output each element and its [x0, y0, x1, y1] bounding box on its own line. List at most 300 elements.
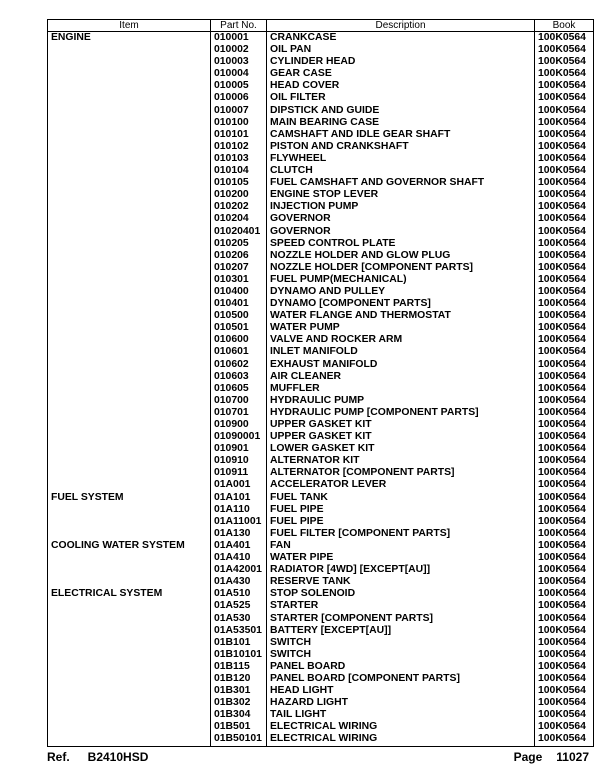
cell-item: ENGINE	[48, 32, 211, 45]
page-footer	[47, 750, 593, 766]
table-row	[48, 359, 594, 371]
cell-description: SWITCH	[267, 637, 535, 649]
cell-part-no: 01A001	[211, 479, 267, 491]
cell-book: 100K0564	[535, 359, 594, 371]
cell-item	[48, 286, 211, 298]
cell-book: 100K0564	[535, 201, 594, 213]
cell-item	[48, 504, 211, 516]
cell-part-no: 01B301	[211, 685, 267, 697]
cell-part-no: 01A11001	[211, 516, 267, 528]
table-row	[48, 383, 594, 395]
cell-part-no: 010001	[211, 32, 267, 45]
cell-description: CAMSHAFT AND IDLE GEAR SHAFT	[267, 129, 535, 141]
cell-item	[48, 80, 211, 92]
cell-item	[48, 322, 211, 334]
cell-item	[48, 395, 211, 407]
cell-description: WATER FLANGE AND THERMOSTAT	[267, 310, 535, 322]
cell-description: FAN	[267, 540, 535, 552]
cell-item	[48, 201, 211, 213]
table-row	[48, 322, 594, 334]
cell-description: FUEL FILTER [COMPONENT PARTS]	[267, 528, 535, 540]
cell-part-no: 01B101	[211, 637, 267, 649]
header-part-no: Part No.	[211, 20, 267, 32]
page-label: Page	[513, 750, 543, 764]
table-row	[48, 649, 594, 661]
table-row	[48, 310, 594, 322]
cell-book: 100K0564	[535, 226, 594, 238]
cell-description: VALVE AND ROCKER ARM	[267, 334, 535, 346]
table-row	[48, 479, 594, 491]
cell-description: RADIATOR [4WD] [EXCEPT[AU]]	[267, 564, 535, 576]
cell-book: 100K0564	[535, 213, 594, 225]
cell-description: GEAR CASE	[267, 68, 535, 80]
table-row	[48, 661, 594, 673]
cell-description: MAIN BEARING CASE	[267, 117, 535, 129]
cell-description: FUEL TANK	[267, 492, 535, 504]
cell-item	[48, 68, 211, 80]
cell-book: 100K0564	[535, 32, 594, 45]
cell-book: 100K0564	[535, 625, 594, 637]
cell-item	[48, 274, 211, 286]
table-row	[48, 600, 594, 612]
cell-part-no: 010006	[211, 92, 267, 104]
table-row	[48, 625, 594, 637]
cell-description: INJECTION PUMP	[267, 201, 535, 213]
cell-description: FUEL PIPE	[267, 516, 535, 528]
cell-book: 100K0564	[535, 274, 594, 286]
cell-item	[48, 419, 211, 431]
cell-description: HAZARD LIGHT	[267, 697, 535, 709]
table-row	[48, 613, 594, 625]
cell-part-no: 010500	[211, 310, 267, 322]
cell-book: 100K0564	[535, 383, 594, 395]
cell-book: 100K0564	[535, 371, 594, 383]
table-row	[48, 92, 594, 104]
cell-description: BATTERY [EXCEPT[AU]]	[267, 625, 535, 637]
cell-book: 100K0564	[535, 685, 594, 697]
table-row	[48, 685, 594, 697]
table-row	[48, 298, 594, 310]
cell-description: ELECTRICAL WIRING	[267, 733, 535, 746]
cell-part-no: 010501	[211, 322, 267, 334]
cell-part-no: 01A410	[211, 552, 267, 564]
cell-description: NOZZLE HOLDER AND GLOW PLUG	[267, 250, 535, 262]
cell-description: ALTERNATOR [COMPONENT PARTS]	[267, 467, 535, 479]
cell-item	[48, 310, 211, 322]
table-row	[48, 673, 594, 685]
cell-description: ENGINE STOP LEVER	[267, 189, 535, 201]
cell-description: HEAD LIGHT	[267, 685, 535, 697]
cell-part-no: 010102	[211, 141, 267, 153]
cell-part-no: 01B115	[211, 661, 267, 673]
cell-part-no: 010204	[211, 213, 267, 225]
table-row	[48, 395, 594, 407]
cell-book: 100K0564	[535, 189, 594, 201]
table-row	[48, 431, 594, 443]
cell-item	[48, 649, 211, 661]
cell-part-no: 010301	[211, 274, 267, 286]
cell-item	[48, 733, 211, 746]
cell-book: 100K0564	[535, 600, 594, 612]
cell-item	[48, 56, 211, 68]
cell-book: 100K0564	[535, 479, 594, 491]
cell-book: 100K0564	[535, 346, 594, 358]
cell-description: STARTER [COMPONENT PARTS]	[267, 613, 535, 625]
cell-book: 100K0564	[535, 262, 594, 274]
cell-book: 100K0564	[535, 697, 594, 709]
cell-item	[48, 443, 211, 455]
cell-item	[48, 298, 211, 310]
cell-item	[48, 262, 211, 274]
cell-book: 100K0564	[535, 165, 594, 177]
cell-book: 100K0564	[535, 129, 594, 141]
cell-part-no: 010200	[211, 189, 267, 201]
table-row	[48, 334, 594, 346]
table-row	[48, 516, 594, 528]
table-row	[48, 80, 594, 92]
table-row	[48, 105, 594, 117]
cell-item	[48, 625, 211, 637]
cell-description: ELECTRICAL WIRING	[267, 721, 535, 733]
page-indicator	[514, 750, 589, 764]
cell-description: CYLINDER HEAD	[267, 56, 535, 68]
cell-description: STOP SOLENOID	[267, 588, 535, 600]
cell-part-no: 01B10101	[211, 649, 267, 661]
table-row	[48, 709, 594, 721]
cell-item	[48, 177, 211, 189]
cell-description: ACCELERATOR LEVER	[267, 479, 535, 491]
cell-item	[48, 600, 211, 612]
cell-part-no: 01A530	[211, 613, 267, 625]
table-row	[48, 443, 594, 455]
table-row	[48, 226, 594, 238]
table-row	[48, 250, 594, 262]
table-row	[48, 637, 594, 649]
cell-book: 100K0564	[535, 455, 594, 467]
cell-item	[48, 226, 211, 238]
cell-item: COOLING WATER SYSTEM	[48, 540, 211, 552]
cell-book: 100K0564	[535, 467, 594, 479]
cell-part-no: 01B302	[211, 697, 267, 709]
table-row	[48, 189, 594, 201]
cell-item	[48, 673, 211, 685]
cell-description: EXHAUST MANIFOLD	[267, 359, 535, 371]
cell-part-no: 01A430	[211, 576, 267, 588]
cell-book: 100K0564	[535, 250, 594, 262]
cell-description: ALTERNATOR KIT	[267, 455, 535, 467]
cell-item	[48, 250, 211, 262]
cell-item	[48, 383, 211, 395]
cell-part-no: 01020401	[211, 226, 267, 238]
table-row	[48, 492, 594, 504]
table-row	[48, 141, 594, 153]
table-row	[48, 68, 594, 80]
cell-description: HYDRAULIC PUMP [COMPONENT PARTS]	[267, 407, 535, 419]
cell-description: UPPER GASKET KIT	[267, 419, 535, 431]
cell-item	[48, 407, 211, 419]
cell-book: 100K0564	[535, 504, 594, 516]
cell-item	[48, 613, 211, 625]
table-row	[48, 238, 594, 250]
table-row	[48, 721, 594, 733]
cell-part-no: 010205	[211, 238, 267, 250]
table-row	[48, 153, 594, 165]
cell-item	[48, 528, 211, 540]
cell-description: NOZZLE HOLDER [COMPONENT PARTS]	[267, 262, 535, 274]
cell-part-no: 010103	[211, 153, 267, 165]
cell-description: TAIL LIGHT	[267, 709, 535, 721]
ref-label: Ref.	[47, 750, 70, 764]
cell-item	[48, 467, 211, 479]
table-row	[48, 177, 594, 189]
cell-book: 100K0564	[535, 298, 594, 310]
cell-part-no: 010605	[211, 383, 267, 395]
cell-book: 100K0564	[535, 310, 594, 322]
cell-item	[48, 637, 211, 649]
cell-description: AIR CLEANER	[267, 371, 535, 383]
cell-book: 100K0564	[535, 56, 594, 68]
cell-item: FUEL SYSTEM	[48, 492, 211, 504]
cell-item	[48, 129, 211, 141]
cell-part-no: 010602	[211, 359, 267, 371]
cell-item	[48, 697, 211, 709]
cell-book: 100K0564	[535, 721, 594, 733]
cell-book: 100K0564	[535, 613, 594, 625]
cell-description: FUEL PIPE	[267, 504, 535, 516]
table-row	[48, 576, 594, 588]
table-row	[48, 201, 594, 213]
cell-description: UPPER GASKET KIT	[267, 431, 535, 443]
cell-description: GOVERNOR	[267, 213, 535, 225]
cell-description: WATER PIPE	[267, 552, 535, 564]
model-number: B2410HSD	[87, 750, 149, 764]
table-row	[48, 733, 594, 746]
cell-description: HEAD COVER	[267, 80, 535, 92]
cell-book: 100K0564	[535, 105, 594, 117]
cell-part-no: 010105	[211, 177, 267, 189]
cell-part-no: 010202	[211, 201, 267, 213]
cell-book: 100K0564	[535, 443, 594, 455]
cell-description: PANEL BOARD [COMPONENT PARTS]	[267, 673, 535, 685]
table-row	[48, 552, 594, 564]
cell-part-no: 010601	[211, 346, 267, 358]
cell-book: 100K0564	[535, 540, 594, 552]
cell-description: INLET MANIFOLD	[267, 346, 535, 358]
cell-description: MUFFLER	[267, 383, 535, 395]
cell-item	[48, 661, 211, 673]
cell-book: 100K0564	[535, 576, 594, 588]
cell-item	[48, 721, 211, 733]
cell-description: DYNAMO AND PULLEY	[267, 286, 535, 298]
cell-book: 100K0564	[535, 709, 594, 721]
cell-book: 100K0564	[535, 649, 594, 661]
cell-description: RESERVE TANK	[267, 576, 535, 588]
cell-book: 100K0564	[535, 552, 594, 564]
table-row	[48, 528, 594, 540]
cell-description: CLUTCH	[267, 165, 535, 177]
header-item: Item	[48, 20, 211, 32]
cell-item	[48, 346, 211, 358]
cell-item	[48, 564, 211, 576]
cell-item	[48, 105, 211, 117]
cell-part-no: 010911	[211, 467, 267, 479]
table-row	[48, 467, 594, 479]
cell-part-no: 010603	[211, 371, 267, 383]
cell-part-no: 01B501	[211, 721, 267, 733]
cell-item	[48, 359, 211, 371]
cell-part-no: 010101	[211, 129, 267, 141]
cell-part-no: 01B50101	[211, 733, 267, 746]
cell-description: PANEL BOARD	[267, 661, 535, 673]
cell-book: 100K0564	[535, 661, 594, 673]
cell-book: 100K0564	[535, 516, 594, 528]
cell-book: 100K0564	[535, 44, 594, 56]
cell-item: ELECTRICAL SYSTEM	[48, 588, 211, 600]
cell-part-no: 010207	[211, 262, 267, 274]
cell-item	[48, 153, 211, 165]
cell-book: 100K0564	[535, 177, 594, 189]
cell-part-no: 01A525	[211, 600, 267, 612]
cell-part-no: 01A42001	[211, 564, 267, 576]
cell-item	[48, 334, 211, 346]
cell-book: 100K0564	[535, 141, 594, 153]
cell-book: 100K0564	[535, 153, 594, 165]
cell-book: 100K0564	[535, 673, 594, 685]
cell-part-no: 01B304	[211, 709, 267, 721]
cell-book: 100K0564	[535, 492, 594, 504]
cell-book: 100K0564	[535, 68, 594, 80]
cell-book: 100K0564	[535, 117, 594, 129]
cell-description: DIPSTICK AND GUIDE	[267, 105, 535, 117]
table-row	[48, 286, 594, 298]
page-number: 11027	[556, 750, 589, 764]
cell-description: FLYWHEEL	[267, 153, 535, 165]
cell-book: 100K0564	[535, 588, 594, 600]
cell-description: FUEL CAMSHAFT AND GOVERNOR SHAFT	[267, 177, 535, 189]
table-row	[48, 44, 594, 56]
table-row	[48, 117, 594, 129]
cell-part-no: 010003	[211, 56, 267, 68]
cell-part-no: 010004	[211, 68, 267, 80]
cell-book: 100K0564	[535, 238, 594, 250]
cell-item	[48, 552, 211, 564]
table-row	[48, 455, 594, 467]
table-row	[48, 129, 594, 141]
cell-part-no: 01A101	[211, 492, 267, 504]
cell-item	[48, 141, 211, 153]
cell-item	[48, 709, 211, 721]
table-body	[48, 32, 594, 747]
reference	[47, 750, 148, 764]
table-row	[48, 371, 594, 383]
cell-book: 100K0564	[535, 334, 594, 346]
cell-part-no: 01A130	[211, 528, 267, 540]
cell-item	[48, 479, 211, 491]
cell-item	[48, 213, 211, 225]
cell-part-no: 010100	[211, 117, 267, 129]
cell-part-no: 01A53501	[211, 625, 267, 637]
cell-part-no: 010600	[211, 334, 267, 346]
cell-item	[48, 117, 211, 129]
cell-book: 100K0564	[535, 407, 594, 419]
cell-part-no: 010005	[211, 80, 267, 92]
cell-part-no: 010002	[211, 44, 267, 56]
table-row	[48, 213, 594, 225]
table-row	[48, 56, 594, 68]
cell-book: 100K0564	[535, 286, 594, 298]
cell-book: 100K0564	[535, 733, 594, 746]
cell-part-no: 010007	[211, 105, 267, 117]
table-row	[48, 165, 594, 177]
cell-part-no: 010901	[211, 443, 267, 455]
cell-description: GOVERNOR	[267, 226, 535, 238]
cell-book: 100K0564	[535, 395, 594, 407]
cell-book: 100K0564	[535, 637, 594, 649]
table-row	[48, 274, 594, 286]
cell-part-no: 01090001	[211, 431, 267, 443]
cell-description: WATER PUMP	[267, 322, 535, 334]
table-row	[48, 32, 594, 45]
table-row	[48, 697, 594, 709]
cell-description: OIL FILTER	[267, 92, 535, 104]
cell-book: 100K0564	[535, 322, 594, 334]
cell-item	[48, 92, 211, 104]
table-row	[48, 346, 594, 358]
table-row	[48, 540, 594, 552]
cell-part-no: 010910	[211, 455, 267, 467]
cell-description: LOWER GASKET KIT	[267, 443, 535, 455]
cell-part-no: 01B120	[211, 673, 267, 685]
table-row	[48, 419, 594, 431]
cell-part-no: 010701	[211, 407, 267, 419]
cell-part-no: 010700	[211, 395, 267, 407]
cell-item	[48, 189, 211, 201]
cell-book: 100K0564	[535, 419, 594, 431]
cell-description: CRANKCASE	[267, 32, 535, 45]
cell-part-no: 010401	[211, 298, 267, 310]
table-header-row	[48, 20, 594, 32]
cell-part-no: 010104	[211, 165, 267, 177]
cell-book: 100K0564	[535, 564, 594, 576]
cell-part-no: 01A401	[211, 540, 267, 552]
table-row	[48, 564, 594, 576]
cell-item	[48, 576, 211, 588]
cell-item	[48, 516, 211, 528]
cell-part-no: 01A110	[211, 504, 267, 516]
cell-description: HYDRAULIC PUMP	[267, 395, 535, 407]
cell-description: PISTON AND CRANKSHAFT	[267, 141, 535, 153]
cell-description: STARTER	[267, 600, 535, 612]
cell-part-no: 010900	[211, 419, 267, 431]
cell-book: 100K0564	[535, 528, 594, 540]
table-row	[48, 504, 594, 516]
table-row	[48, 407, 594, 419]
table-row	[48, 262, 594, 274]
cell-item	[48, 431, 211, 443]
cell-description: SPEED CONTROL PLATE	[267, 238, 535, 250]
cell-book: 100K0564	[535, 92, 594, 104]
cell-part-no: 01A510	[211, 588, 267, 600]
header-description: Description	[267, 20, 535, 32]
cell-item	[48, 238, 211, 250]
cell-item	[48, 685, 211, 697]
cell-item	[48, 165, 211, 177]
cell-part-no: 010206	[211, 250, 267, 262]
cell-item	[48, 371, 211, 383]
cell-item	[48, 455, 211, 467]
cell-part-no: 010400	[211, 286, 267, 298]
cell-description: DYNAMO [COMPONENT PARTS]	[267, 298, 535, 310]
